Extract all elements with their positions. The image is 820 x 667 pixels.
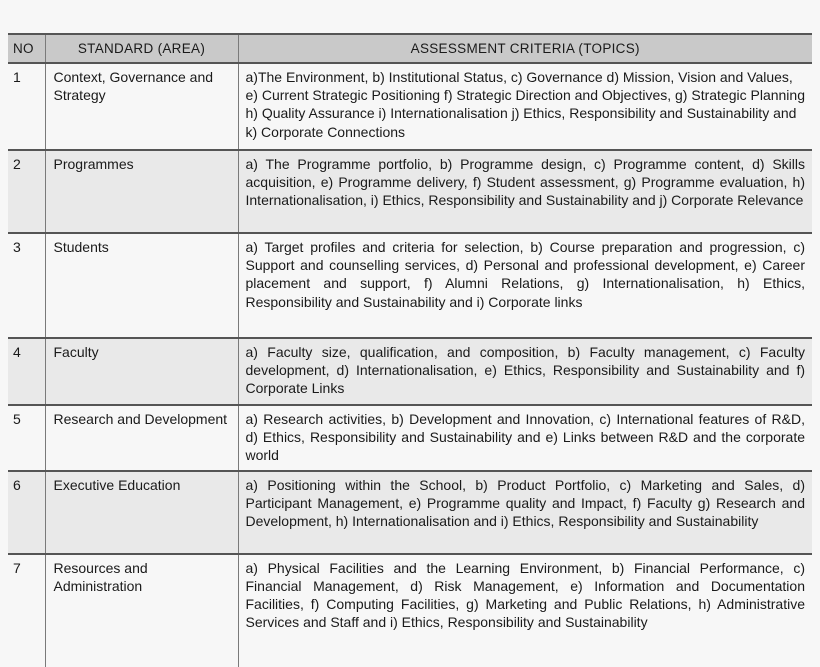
cell-standard: Programmes (45, 150, 238, 233)
table-header-row (8, 34, 812, 63)
cell-standard: Research and Development (45, 405, 238, 471)
cell-standard: Students (45, 233, 238, 338)
cell-standard: Resources and Administration (45, 554, 238, 667)
table-row (8, 63, 812, 150)
cell-no: 4 (8, 338, 45, 405)
table-row (8, 338, 812, 405)
standards-criteria-table (8, 33, 812, 667)
cell-criteria: a)The Environment, b) Institutional Status, c) Governance d) Mission, Vision and Values, e) Current Strategic Positioning f) Strategic Direction and Objectives, g) Strategic Planning h) Quality Assurance i) Internationalisation j) Ethics, Responsibility and Sustainability and k) Corporate Connections (238, 63, 812, 150)
column-header-criteria: ASSESSMENT CRITERIA (TOPICS) (238, 34, 812, 63)
cell-standard: Context, Governance and Strategy (45, 63, 238, 150)
cell-criteria: a) Target profiles and criteria for selection, b) Course preparation and progression, c) Support and counselling services, d) Personal and professional development, e) Career placement and support, f) Alumni Relations, g) Internationalisation, h) Ethics, Responsibility and Sustainability and i) Corporate links (238, 233, 812, 338)
table-row (8, 471, 812, 554)
cell-criteria: a) The Programme portfolio, b) Programme design, c) Programme content, d) Skills acquisition, e) Programme delivery, f) Student assessment, g) Programme evaluation, h) Internationalisation, i) Ethics, Responsibility and Sustainability and j) Corporate Relevance (238, 150, 812, 233)
column-header-standard: STANDARD (AREA) (45, 34, 238, 63)
cell-criteria: a) Research activities, b) Development and Innovation, c) International features of R&D, d) Ethics, Responsibility and Sustainability and e) Links between R&D and the corporate world (238, 405, 812, 471)
cell-no: 2 (8, 150, 45, 233)
cell-no: 1 (8, 63, 45, 150)
cell-no: 7 (8, 554, 45, 667)
table-row (8, 233, 812, 338)
table-header (8, 34, 812, 63)
table-row (8, 405, 812, 471)
cell-standard: Executive Education (45, 471, 238, 554)
cell-criteria: a) Faculty size, qualification, and composition, b) Faculty management, c) Faculty development, d) Internationalisation, e) Ethics, Responsibility and Sustainability and f) Corporate Links (238, 338, 812, 405)
column-header-no: NO (8, 34, 45, 63)
cell-no: 3 (8, 233, 45, 338)
table-body (8, 63, 812, 667)
table-row (8, 554, 812, 667)
cell-no: 6 (8, 471, 45, 554)
cell-criteria: a) Physical Facilities and the Learning Environment, b) Financial Performance, c) Financial Management, d) Risk Management, e) Information and Documentation Facilities, f) Computing Facilities, g) Marketing and Public Relations, h) Administrative Services and Staff and i) Ethics, Responsibility and Sustainability (238, 554, 812, 667)
cell-no: 5 (8, 405, 45, 471)
cell-criteria: a) Positioning within the School, b) Product Portfolio, c) Marketing and Sales, d) Participant Management, e) Programme quality and Impact, f) Faculty g) Research and Development, h) Internationalisation and i) Ethics, Responsibility and Sustainability (238, 471, 812, 554)
standards-table-container (8, 33, 812, 667)
table-row (8, 150, 812, 233)
cell-standard: Faculty (45, 338, 238, 405)
